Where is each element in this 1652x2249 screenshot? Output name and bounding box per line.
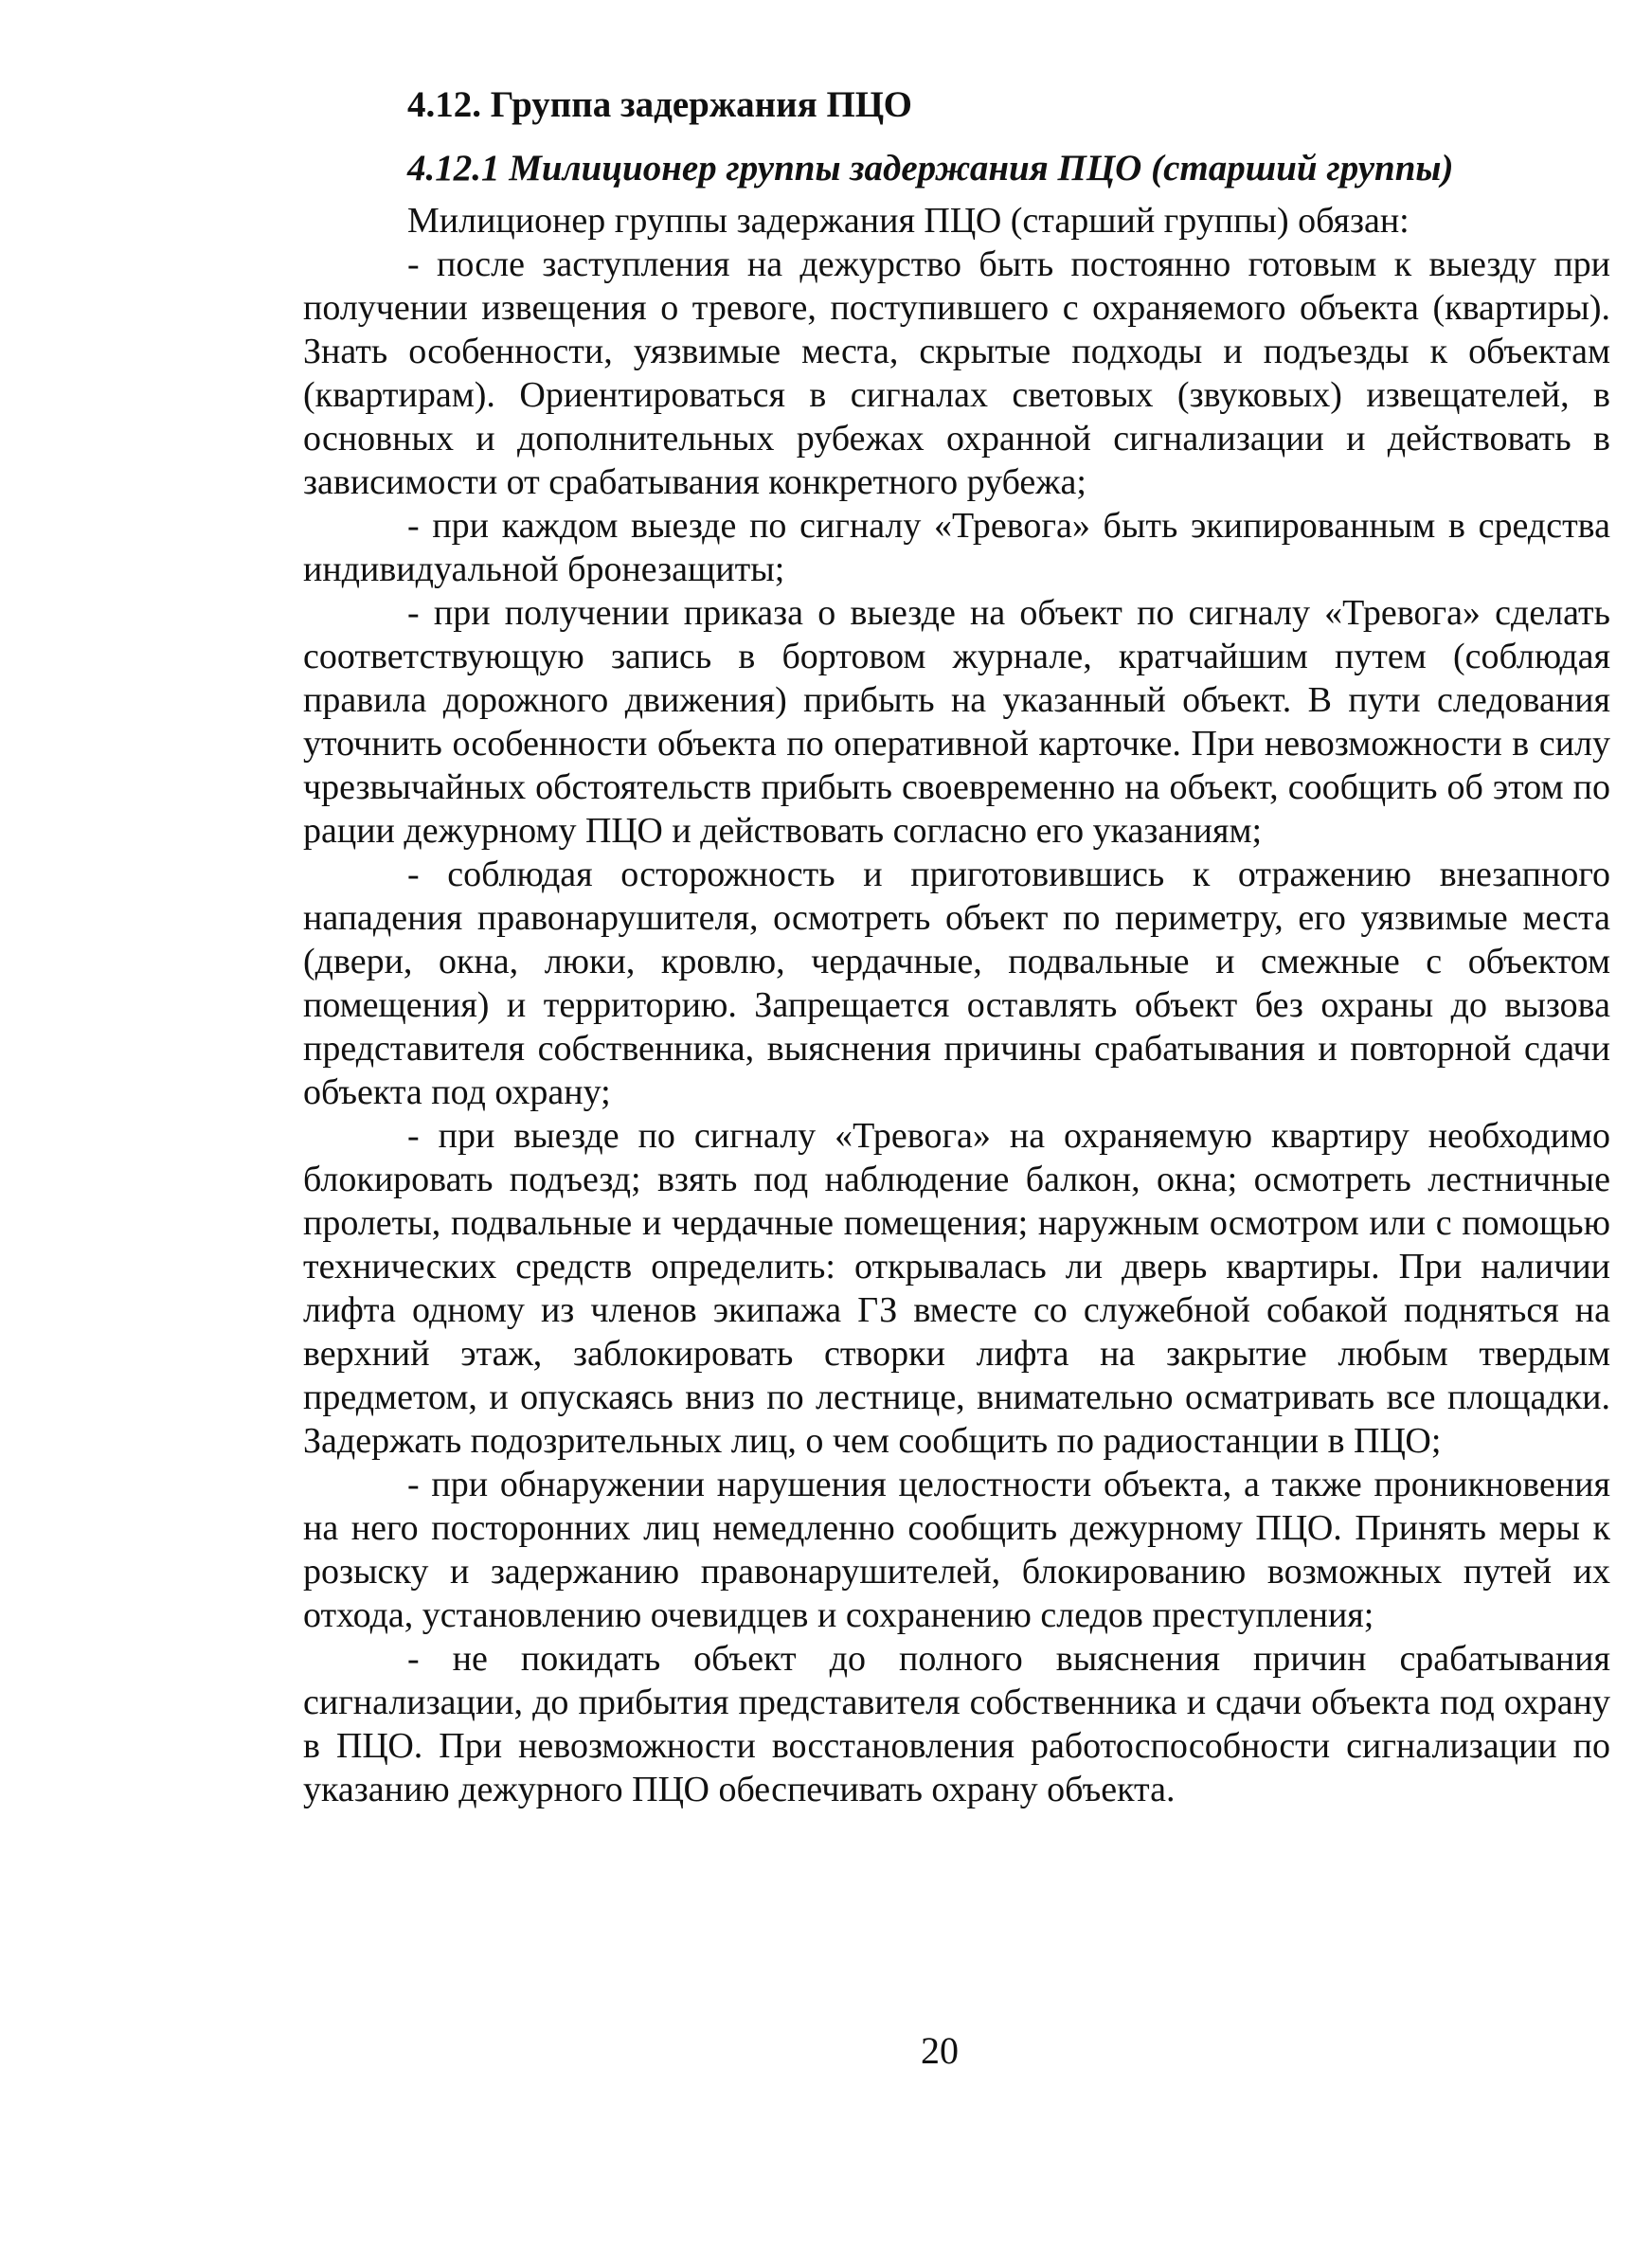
duty-paragraph-2: - при каждом выезде по сигналу «Тревога» быть экипированным в средства индивидуальной бронезащиты; <box>303 506 1610 589</box>
subsection-title: 4.12.1 Милиционер группы задержания ПЦО (старший группы) <box>407 148 1454 189</box>
duty-paragraph-3: - при получении приказа о выезде на объект по сигналу «Тревога» сделать соответствующую запись в бортовом журнале, кратчайшим путем (соблюдая правила дорожного движения) прибыть на указанный объект. В пути следования уточнить особенности объекта по оперативной карточке. При невозможности в силу чрезвычайных обстоятельств прибыть своевременно на объект, сообщить об этом по рации дежурному ПЦО и действовать согласно его указаниям; <box>303 593 1610 851</box>
section-title: 4.12. Группа задержания ПЦО <box>407 84 912 125</box>
page-number: 20 <box>921 2029 959 2072</box>
duty-paragraph-4: - соблюдая осторожность и приготовившись к отражению внезапного нападения правонарушителя, осмотреть объект по периметру, его уязвимые места (двери, окна, люки, кровлю, чердачные, подвальные и смежные с объектом помещения) и территорию. Запрещается оставлять объект без охраны до вызова представителя собственника, выяснения причины срабатывания и повторной сдачи объекта под охрану; <box>303 855 1610 1112</box>
duty-paragraph-6: - при обнаружении нарушения целостности объекта, а также проникновения на него посторонних лиц немедленно сообщить дежурному ПЦО. Принять меры к розыску и задержанию правонарушителей, блокированию возможных путей их отхода, установлению очевидцев и сохранению следов преступления; <box>303 1465 1610 1635</box>
duties-intro: Милиционер группы задержания ПЦО (старший группы) обязан: <box>407 201 1410 241</box>
duty-paragraph-1: - после заступления на дежурство быть постоянно готовым к выезду при получении извещения о тревоге, поступившего с охраняемого объекта (квартиры). Знать особенности, уязвимые места, скрытые подходы и подъезды к объектам (квартирам). Ориентироваться в сигналах световых (звуковых) извещателей, в основных и дополнительных рубежах охранной сигнализации и действовать в зависимости от срабатывания конкретного рубежа; <box>303 244 1610 502</box>
duty-paragraph-5: - при выезде по сигналу «Тревога» на охраняемую квартиру необходимо блокировать подъезд; взять под наблюдение балкон, окна; осмотреть лестничные пролеты, подвальные и чердачные помещения; наружным осмотром или с помощью технических средств определить: открывалась ли дверь квартиры. При наличии лифта одному из членов экипажа ГЗ вместе со служебной собакой подняться на верхний этаж, заблокировать створки лифта на закрытие любым твердым предметом, и опускаясь вниз по лестнице, внимательно осматривать все площадки. Задержать подозрительных лиц, о чем сообщить по радиостанции в ПЦО; <box>303 1116 1610 1461</box>
duty-paragraph-7: - не покидать объект до полного выяснения причин срабатывания сигнализации, до прибытия представителя собственника и сдачи объекта под охрану в ПЦО. При невозможности восстановления работоспособности сигнализации по указанию дежурного ПЦО обеспечивать охрану объекта. <box>303 1639 1610 1809</box>
document-body <box>303 78 1610 1811</box>
